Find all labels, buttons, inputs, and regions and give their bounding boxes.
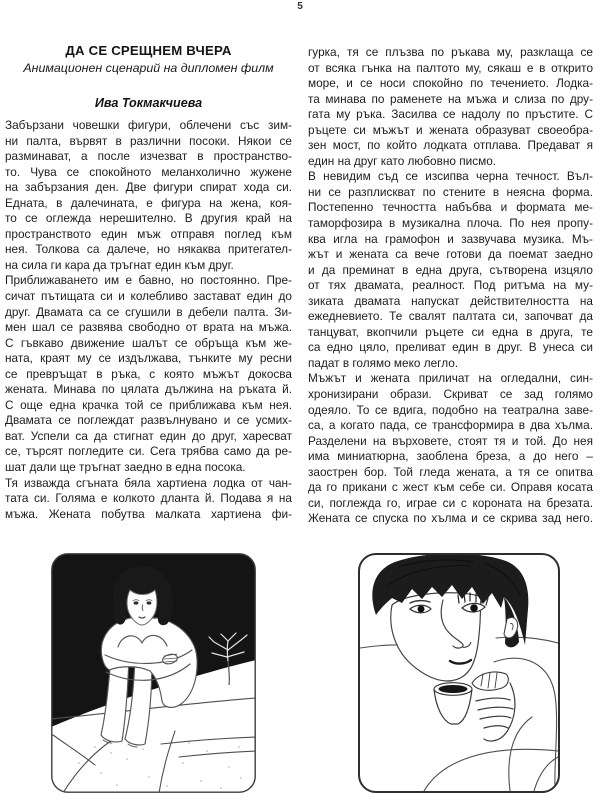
text-line: ни се разплискват по стените в неясна форма. [308, 184, 593, 199]
text-line: тата си. Голяма е колкото дланта й. Подава я на [5, 491, 292, 506]
text-line: да го прикани с жест към себе си. Оправя косата [308, 480, 593, 495]
text-line: на сила ги кара да тръгнат един към друг. [5, 257, 234, 272]
text-line: море, и се носи спокойно по течението. Лодка- [308, 76, 593, 91]
text-line: мъжа. Жената побутва малката хартиена фи- [5, 506, 292, 521]
text-line: Жената се спуска по хълма и се скрива зад него. [308, 511, 593, 526]
text-line: разминават, а после изчезват в пространство- [5, 149, 292, 164]
text-line: хронизирани образи. Скриват се зад голямо [308, 387, 593, 402]
text-line: падат в голямо меко легло. [308, 355, 459, 370]
text-line: Разделени на върховете, стоят тя и той. До нея [308, 433, 593, 448]
text-line: има миниатюрна, заоблена бреза, а до него – [308, 449, 593, 464]
text-line: от всяка гънка на палтото му, сякаш е в открито [308, 60, 593, 75]
text-line: зиката двамата напускат действителността на [308, 293, 593, 308]
text-line: ква игла на грамофон и зазвучава музика. Мъ- [308, 231, 593, 246]
text-line: са едно цяло, преливат един в друг. В унеса си [308, 340, 593, 355]
text-line: та минава по раменете на мъжа и слиза по дру- [308, 91, 593, 106]
text-line: В невидим съд се изсипва черна течност. Въл- [308, 169, 593, 184]
text-line: се, търсят погледите си. Сега трябва само да ре- [5, 444, 292, 459]
text-line: на забързания ден. Две фигури спират хода си. [5, 180, 292, 195]
text-line: жът и жената са вече готови да поемат заедно [308, 247, 593, 262]
text-line: друг. Двамата са се сгушили в дебели палта. Зи- [5, 304, 292, 319]
text-line: мен шал се развява свободно от врата на мъжа. [5, 320, 292, 335]
text-line: гурка, тя се плъзва по ръкава му, разклаща се [308, 45, 593, 59]
text-line: таморфозира в музикална плоча. По нея пропу- [308, 216, 593, 231]
page-subtitle: Анимационен сценарий на дипломен филм [23, 61, 274, 75]
text-line: жената. Минава по цялата дължина на ръката й. [5, 382, 292, 397]
text-line: шат дали ще тръгнат заедно в една посока. [5, 460, 246, 475]
text-line: ната, краят му се издължава, тънките му ресни [5, 351, 292, 366]
page-number: 5 [297, 1, 303, 12]
text-line: са, а когато пада, се трансформира в два хълма. [308, 418, 593, 433]
right-column [308, 43, 593, 527]
text-line: Двамата се поглеждат развълнувано и се усмих- [5, 413, 292, 428]
right-column-text [308, 43, 593, 527]
text-line: С гъвкаво движение шалът се обръща към же- [5, 335, 292, 350]
left-column-text [5, 118, 292, 522]
text-line: Едната, в далечината, е фигура на жена, коя- [5, 195, 292, 210]
text-line: ват. Успели са да стигнат един до друг, харесват [5, 428, 292, 443]
text-line: Забързани човешки фигури, облечени със зим- [5, 118, 292, 132]
text-line: Мъжът и жената приличат на огледални, син- [308, 371, 593, 386]
text-line: С още една крачка той се приближава към нея. [5, 397, 292, 412]
text-line: ръцете си мъжът и жената образуват своеобра- [308, 122, 593, 137]
text-line: един на друг като любовно писмо. [308, 153, 497, 168]
text-line: заострен бор. Той гледа жената, а тя се опитва [308, 464, 593, 479]
text-line: се превръщат в ръка, с която мъжът докосва [5, 366, 292, 381]
text-line: одеяло. То се вдига, подобно на театрална заве- [308, 402, 593, 417]
text-line: ни палта, вървят в различни посоки. Някои се [5, 133, 292, 148]
text-line: Постепенно течността набъбва и формата ме- [308, 200, 593, 215]
text-line: сичат пътищата си и колебливо застават един до [5, 289, 292, 304]
page-title: ДА СЕ СРЕЩНЕМ ВЧЕРА [65, 43, 232, 58]
text-line: танцуват, вкопчили ръцете си една в друга, те [308, 324, 593, 339]
text-line: пространството един мъж отправя поглед към [5, 226, 292, 241]
text-line: и да преминат в една друга, сътворена изцяло [308, 262, 593, 277]
text-line: гата му ръка. Засилва се надолу по пръстите. С [308, 107, 593, 122]
text-line: ежедневието. Те свалят палтата си, започват да [308, 309, 593, 324]
text-line: Приближаването им е бавно, но постоянно. Пре- [5, 273, 292, 288]
illustration-man-with-cup-icon [358, 553, 560, 793]
text-line: то се оглежда нерешително. В другия край на [5, 211, 292, 226]
author-name: Ива Токмакчиева [94, 96, 203, 110]
text-line: то. Чува се спокойното меланхолично жужене [5, 164, 292, 179]
illustration-woman-sitting-icon [51, 553, 256, 793]
left-column [5, 43, 292, 522]
text-line: от тях двамата, реалност. Под ритъма на му- [308, 278, 593, 293]
text-line: си, поглежда го, играе си с короната на брезата. [308, 495, 593, 510]
text-line: Тя изважда сгъната бяла хартиена лодка от чан- [5, 475, 292, 490]
text-line: зен мост, по който лодката отплава. Предават я [308, 138, 593, 153]
text-line: нея. Толкова са далече, но някаква притегател- [5, 242, 292, 257]
